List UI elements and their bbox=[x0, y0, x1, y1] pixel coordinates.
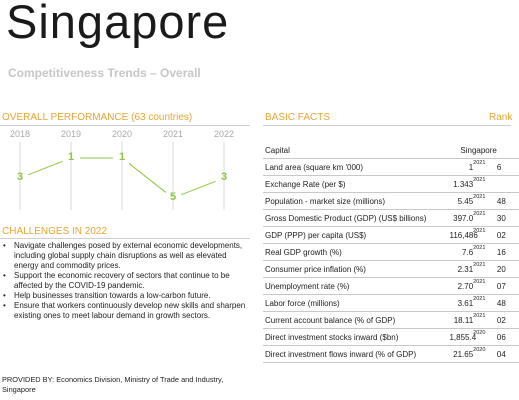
fact-rank: 48 bbox=[497, 193, 519, 210]
fact-label: Gross Domestic Product (GDP) (US$ billions) bbox=[263, 210, 449, 227]
fact-label: Exchange Rate (per $) bbox=[263, 176, 449, 193]
facts-row bbox=[263, 346, 519, 363]
fact-year: 2021 bbox=[473, 193, 497, 210]
fact-label: Labor force (millions) bbox=[263, 295, 449, 312]
overall-performance-title: OVERALL PERFORMANCE bbox=[2, 112, 129, 123]
basic-facts-rule bbox=[263, 125, 511, 126]
fact-label: GDP (PPP) per capita (US$) bbox=[263, 227, 449, 244]
fact-rank: 6 bbox=[497, 159, 519, 176]
challenge-item: • Navigate challenges posed by external economic developments, including global supply chain disruptions as well as elevated energy and commodity prices. bbox=[2, 241, 248, 271]
fact-label: Consumer price inflation (%) bbox=[263, 261, 449, 278]
challenge-item: • Help businesses transition towards a low-carbon future. bbox=[2, 291, 248, 301]
fact-year: 2021 bbox=[473, 244, 497, 261]
challenges-heading: CHALLENGES IN 2022 bbox=[2, 226, 108, 237]
year-label: 2020 bbox=[111, 129, 133, 139]
overall-rank-value: 1 bbox=[67, 151, 75, 163]
year-label: 2021 bbox=[162, 129, 184, 139]
fact-year: 2021 bbox=[473, 159, 497, 176]
fact-label: Real GDP growth (%) bbox=[263, 244, 449, 261]
fact-value: 116,486 bbox=[449, 227, 473, 244]
fact-label: Population - market size (millions) bbox=[263, 193, 449, 210]
fact-year: 2021 bbox=[473, 227, 497, 244]
facts-row bbox=[263, 278, 519, 295]
report-subtitle: Competitiveness Trends – Overall bbox=[8, 66, 201, 80]
fact-value: 2.31 bbox=[449, 261, 473, 278]
overall-performance-rule bbox=[0, 125, 250, 126]
rank-heading: Rank bbox=[489, 112, 513, 123]
fact-rank: 20 bbox=[497, 261, 519, 278]
basic-facts-heading: BASIC FACTS bbox=[265, 112, 331, 123]
fact-year: 2021 bbox=[473, 312, 497, 329]
fact-label: Current account balance (% of GDP) bbox=[263, 312, 449, 329]
challenges-rule bbox=[0, 238, 250, 239]
fact-rank: 04 bbox=[497, 346, 519, 363]
facts-row bbox=[263, 329, 519, 346]
fact-value: 18.11 bbox=[449, 312, 473, 329]
fact-rank: 02 bbox=[497, 312, 519, 329]
year-label: 2019 bbox=[60, 129, 82, 139]
facts-row bbox=[263, 227, 519, 244]
year-label: 2022 bbox=[213, 129, 235, 139]
overall-rank-value: 3 bbox=[16, 171, 24, 183]
fact-value: 2.70 bbox=[449, 278, 473, 295]
fact-rank: 07 bbox=[497, 278, 519, 295]
challenges-list bbox=[2, 241, 248, 321]
fact-value: 1 bbox=[449, 159, 473, 176]
fact-rank: 02 bbox=[497, 227, 519, 244]
challenge-item: • Ensure that workers continuously develop new skills and sharpen existing ones to meet labour demand in growth sectors. bbox=[2, 301, 248, 321]
facts-row bbox=[263, 312, 519, 329]
fact-rank: 16 bbox=[497, 244, 519, 261]
capital-label: Capital bbox=[263, 143, 449, 159]
fact-year: 2021 bbox=[473, 210, 497, 227]
provided-by-note: PROVIDED BY: Economics Division, Ministry of Trade and Industry, Singapore bbox=[2, 375, 224, 394]
fact-value: 7.6 bbox=[449, 244, 473, 261]
rank-trend-segment bbox=[129, 164, 166, 193]
fact-year: 2021 bbox=[473, 295, 497, 312]
challenge-item: • Support the economic recovery of sectors that continue to be affected by the COVID-19 pandemic. bbox=[2, 271, 248, 291]
fact-year: 2021 bbox=[473, 278, 497, 295]
fact-label: Direct investment flows inward (% of GDP) bbox=[263, 346, 449, 363]
rank-trend-segment bbox=[181, 181, 215, 194]
facts-header-row bbox=[263, 143, 519, 159]
facts-row bbox=[263, 261, 519, 278]
fact-label: Unemployment rate (%) bbox=[263, 278, 449, 295]
fact-rank: 30 bbox=[497, 210, 519, 227]
facts-row bbox=[263, 159, 519, 176]
fact-value: 3.61 bbox=[449, 295, 473, 312]
facts-row bbox=[263, 193, 519, 210]
fact-rank: 48 bbox=[497, 295, 519, 312]
fact-value: 5.45 bbox=[449, 193, 473, 210]
fact-value: 1.343 bbox=[449, 176, 473, 193]
fact-year: 2020 bbox=[473, 346, 497, 363]
facts-row bbox=[263, 176, 519, 193]
fact-value: 1,855.4 bbox=[449, 329, 473, 346]
fact-value: 397.0 bbox=[449, 210, 473, 227]
facts-row bbox=[263, 244, 519, 261]
basic-facts-table bbox=[263, 143, 519, 363]
facts-row bbox=[263, 210, 519, 227]
fact-value: 21.65 bbox=[449, 346, 473, 363]
fact-year: 2021 bbox=[473, 176, 497, 193]
overall-rank-value: 1 bbox=[118, 151, 126, 163]
fact-label: Direct investment stocks inward ($bn) bbox=[263, 329, 449, 346]
overall-performance-heading bbox=[2, 112, 192, 123]
fact-rank: 06 bbox=[497, 329, 519, 346]
fact-rank bbox=[497, 176, 519, 193]
fact-year: 2021 bbox=[473, 261, 497, 278]
fact-year: 2020 bbox=[473, 329, 497, 346]
countries-count-note: (63 countries) bbox=[131, 112, 193, 123]
year-label: 2018 bbox=[9, 129, 31, 139]
country-title: Singapore bbox=[6, 0, 230, 48]
overall-rank-value: 5 bbox=[169, 191, 177, 203]
overall-rank-value: 3 bbox=[220, 171, 228, 183]
fact-label: Land area (square km '000) bbox=[263, 159, 449, 176]
capital-value: Singapore bbox=[449, 143, 496, 159]
facts-row bbox=[263, 295, 519, 312]
rank-trend-segment bbox=[28, 161, 62, 174]
